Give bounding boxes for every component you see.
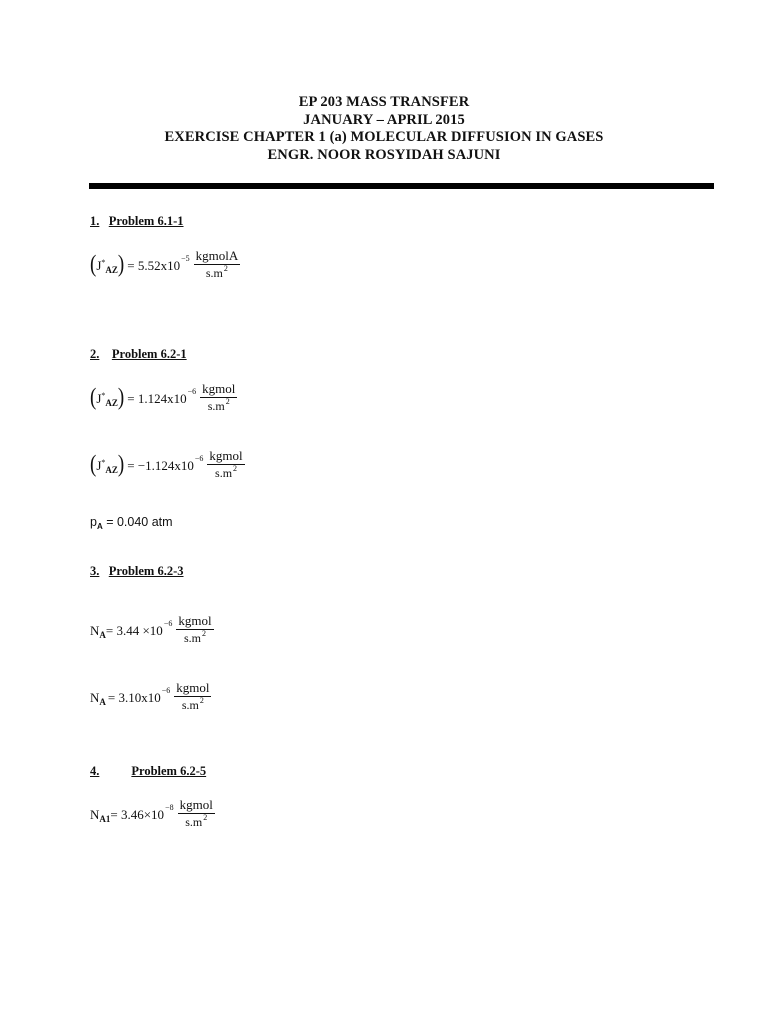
equation: N A1 = 3.46×10 −8 $\frac{\text{kgmol}}{s.m^2}$ (90, 797, 213, 829)
equation: ( J * AZ ) = 1.124x10 −6 $\frac{\text{kgmol}}{s.m^2}$ (90, 381, 236, 413)
pressure-result: $p_A = 0.040$ atm (90, 515, 173, 531)
problem-number: 1. (90, 214, 100, 228)
header-divider (89, 183, 714, 189)
equation: ( J * AZ ) = 5.52x10 −5 $\frac{\text{kgmolA}}{s.m^2}$ (90, 248, 239, 280)
exercise-title: EXERCISE CHAPTER 1 (a) MOLECULAR DIFFUSION IN GASES (164, 129, 604, 145)
problem-heading (90, 764, 206, 779)
equation: N A = 3.10x10 −6 $\frac{\text{kgmol}}{s.m^2}$ (90, 680, 210, 712)
problem-title: Problem 6.2-3 (108, 564, 184, 578)
document-header (0, 94, 768, 164)
problem-heading (90, 564, 184, 579)
problem-title: Problem 6.2-1 (111, 347, 187, 361)
semester: JANUARY – APRIL 2015 (303, 111, 465, 128)
problem-number: 4. (90, 764, 100, 778)
course-title: EP 203 MASS TRANSFER (298, 94, 470, 110)
problem-heading (90, 214, 184, 229)
problem-number: 3. (90, 564, 100, 578)
problem-heading (90, 347, 187, 362)
equation: ( J * AZ ) = −1.124x10 −6 $\frac{\text{kgmol}}{s.m^2}$ (90, 448, 243, 480)
problem-number: 2. (90, 347, 100, 361)
author: ENGR. NOOR ROSYIDAH SAJUNI (267, 146, 501, 163)
problem-title: Problem 6.1-1 (108, 214, 184, 228)
problem-title: Problem 6.2-5 (131, 764, 207, 778)
equation: N A = 3.44 ×10 −6 $\frac{\text{kgmol}}{s.m^2}$ (90, 613, 212, 645)
